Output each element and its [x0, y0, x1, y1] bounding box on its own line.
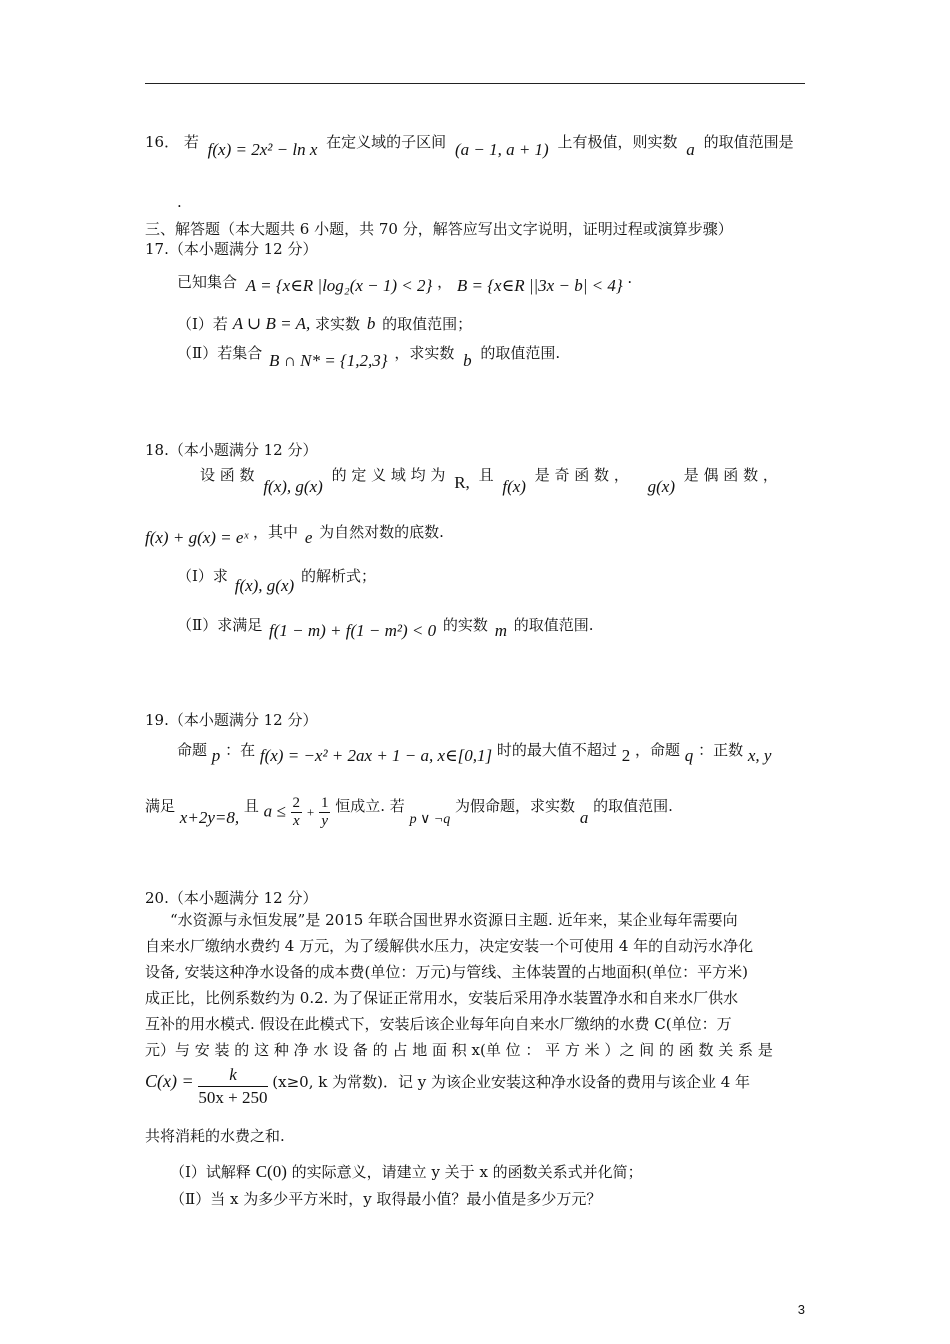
question-17-heading: 17.（本小题满分 12 分） — [145, 240, 318, 258]
question-18-line1: 设 函 数 f(x), g(x) 的 定 义 域 均 为 R, 且 f(x) 是 奇 函 数 ， g(x) 是 偶 函 数 ， — [200, 466, 778, 496]
question-20-para-line: 互补的用水模式. 假设在此模式下，安装后该企业每年向自来水厂缴纳的水费 C(单位：万 — [145, 1015, 732, 1033]
math-expression: f(x), g(x) — [263, 477, 323, 496]
math-expression: f(x) — [502, 477, 526, 496]
question-18-part1: （Ⅰ）求 f(x), g(x) 的解析式； — [177, 567, 376, 595]
question-20-part2: （Ⅱ）当 x 为多少平方米时，y 取得最小值？最小值是多少万元？ — [170, 1190, 602, 1208]
question-17-given: 已知集合 A = {x∈R |log₂(x − 1) < 2} ， B = {x∈R ||3x − b| < 4} · — [177, 273, 633, 295]
question-16-tail: . — [177, 193, 182, 211]
math-expression: f(x) = −x² + 2ax + 1 − a, x∈[0,1] — [259, 746, 493, 765]
math-expression: C(x) = — [145, 1070, 194, 1091]
math-expression: f(1 − m) + f(1 − m²) < 0 — [268, 621, 437, 640]
math-expression: B = {x∈R ||3x − b| < 4} — [456, 276, 623, 295]
question-19-line2: 满足 x+2y=8, 且 a ≤ $\frac{2}{x}$ + $\frac{1}{y}$ 恒成立. 若 p ∨ ¬q 为假命题，求实数 a 的取值范围. — [145, 795, 673, 829]
math-expression: g(x) — [647, 477, 675, 496]
question-18-line2: f(x) + g(x) = eˣ ，其中 e 为自然对数的底数. — [145, 523, 444, 547]
question-17-part1: （Ⅰ）若 A ∪ B = A, 求实数 b 的取值范围； — [177, 314, 473, 333]
question-20-para-line: 共将消耗的水费之和. — [145, 1127, 285, 1145]
question-18-part2: （Ⅱ）求满足 f(1 − m) + f(1 − m²) < 0 的实数 m 的取值范围. — [177, 616, 594, 640]
question-19-heading: 19.（本小题满分 12 分） — [145, 711, 318, 729]
question-20-para-line: 元）与 安 装 的 这 种 净 水 设 备 的 占 地 面 积 x(单 位 ： 平 方 米 ）之 间 的 函 数 关 系 是 — [145, 1041, 773, 1059]
question-20-para-line: 自来水厂缴纳水费约 4 万元，为了缓解供水压力，决定安装一个可使用 4 年的自动污水净化 — [145, 937, 754, 955]
question-number: 16． — [145, 133, 180, 151]
math-expression: p ∨ ¬q — [409, 811, 451, 827]
math-expression: x+2y=8, — [179, 807, 240, 827]
page-number: 3 — [797, 1302, 805, 1317]
question-20-para-line: 成正比，比例系数约为 0.2. 为了保证正常用水，安装后采用净水装置净水和自来水厂供水 — [145, 989, 739, 1007]
question-20-para-line: 设备, 安装这种净水设备的成本费(单位：万元)与管线、主体装置的占地面积(单位：平方米) — [145, 963, 748, 981]
question-19-line1: 命题 p ：在 f(x) = −x² + 2ax + 1 − a, x∈[0,1] 时的最大值不超过 2 ，命题 q ：正数 x, y — [177, 741, 772, 765]
question-20-heading: 20.（本小题满分 12 分） — [145, 889, 318, 907]
math-expression: (a − 1, a + 1) — [454, 140, 549, 159]
question-17-part2: （Ⅱ）若集合 B ∩ N* = {1,2,3} ，求实数 b 的取值范围. — [177, 344, 561, 370]
math-expression: f(x) + g(x) = eˣ — [145, 528, 249, 547]
section-heading: 三、解答题（本大题共 6 小题，共 70 分，解答应写出文字说明，证明过程或演算步骤） — [145, 220, 733, 238]
question-20-part1: （Ⅰ）试解释 C(0) 的实际意义，请建立 y 关于 x 的函数关系式并化简； — [170, 1162, 643, 1181]
math-expression: A ∪ B = A, — [232, 314, 311, 333]
question-16-line1: 16． 若 f(x) = 2x² − ln x 在定义域的子区间 (a − 1, a + 1) 上有极值，则实数 a 的取值范围是 — [145, 133, 794, 159]
question-20-para-line: “水资源与永恒发展”是 2015 年联合国世界水资源日主题. 近年来，某企业每年需要向 — [170, 911, 738, 929]
fraction: $\frac{2}{x}$ — [292, 795, 301, 829]
fraction: $\frac{k}{50x + 250}$ — [198, 1065, 268, 1107]
header-rule — [145, 83, 805, 84]
math-expression: f(x) = 2x² − ln x — [207, 140, 318, 159]
math-expression: A = {x∈R |log₂(x − 1) < 2} — [245, 276, 433, 295]
question-18-heading: 18.（本小题满分 12 分） — [145, 441, 318, 459]
fraction: $\frac{1}{y}$ — [320, 795, 329, 829]
math-expression: B ∩ N* = {1,2,3} — [268, 351, 388, 370]
math-expression: f(x), g(x) — [234, 576, 295, 595]
math-expression: C(0) — [255, 1162, 287, 1181]
question-20-formula-line: C(x) = $\frac{k}{50x + 250}$ (x≥0, k 为常数)．记 y 为该企业安装这种净水设备的费用与该企业 4 年 — [145, 1065, 751, 1107]
